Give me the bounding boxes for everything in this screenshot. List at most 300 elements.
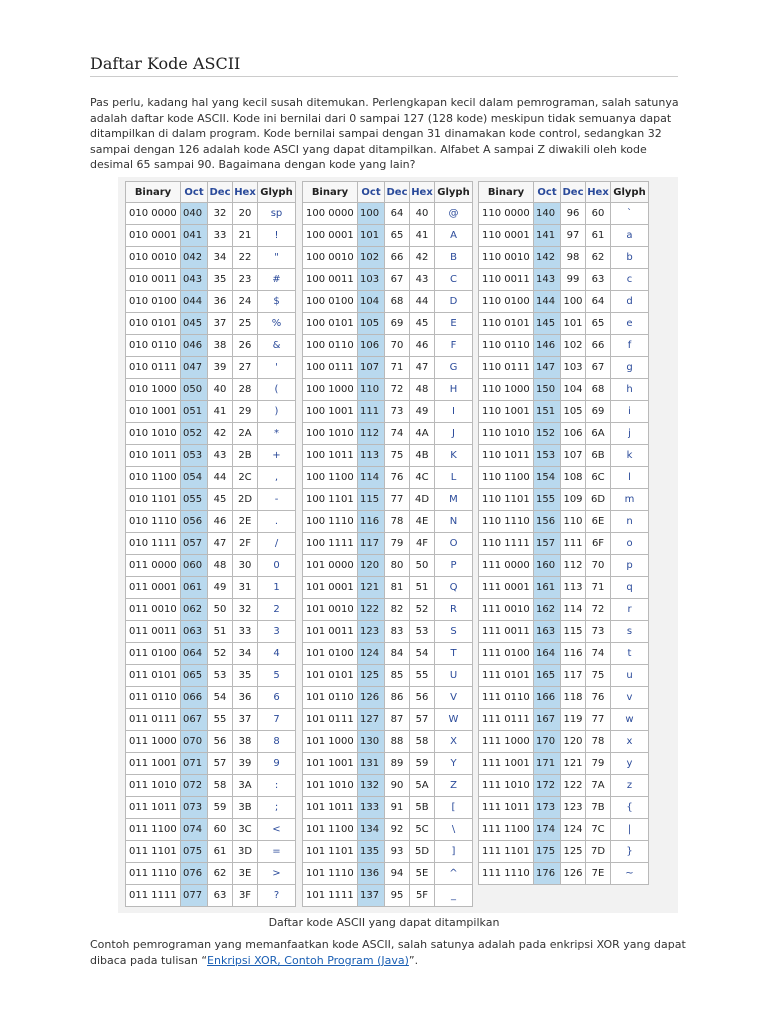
dec-cell: 64 <box>385 203 410 225</box>
hex-cell: 75 <box>586 665 611 687</box>
dec-cell: 61 <box>208 841 233 863</box>
table-row <box>126 445 296 467</box>
hex-cell: 39 <box>233 753 258 775</box>
hex-cell: 6D <box>586 489 611 511</box>
binary-cell: 011 0010 <box>126 599 181 621</box>
table-row <box>126 643 296 665</box>
binary-cell: 110 1010 <box>479 423 534 445</box>
table-row <box>126 687 296 709</box>
table-row <box>126 709 296 731</box>
dec-cell: 40 <box>208 379 233 401</box>
hex-cell: 5C <box>410 819 435 841</box>
oct-cell: 111 <box>358 401 385 423</box>
oct-cell: 073 <box>181 797 208 819</box>
glyph-cell: d <box>611 291 649 313</box>
glyph-cell: ) <box>258 401 296 423</box>
hex-cell: 4B <box>410 445 435 467</box>
oct-cell: 135 <box>358 841 385 863</box>
oct-cell: 175 <box>534 841 561 863</box>
glyph-cell: ? <box>258 885 296 907</box>
glyph-cell: P <box>435 555 473 577</box>
dec-cell: 78 <box>385 511 410 533</box>
hex-cell: 34 <box>233 643 258 665</box>
dec-cell: 58 <box>208 775 233 797</box>
table-row <box>126 731 296 753</box>
table-row <box>303 269 473 291</box>
oct-cell: 102 <box>358 247 385 269</box>
hex-cell: 37 <box>233 709 258 731</box>
binary-cell: 011 1110 <box>126 863 181 885</box>
glyph-cell: c <box>611 269 649 291</box>
binary-cell: 011 1010 <box>126 775 181 797</box>
page-title: Daftar Kode ASCII <box>90 54 241 73</box>
dec-cell: 88 <box>385 731 410 753</box>
glyph-cell: { <box>611 797 649 819</box>
table-row <box>303 599 473 621</box>
hex-cell: 76 <box>586 687 611 709</box>
glyph-cell: V <box>435 687 473 709</box>
oct-cell: 142 <box>534 247 561 269</box>
oct-cell: 160 <box>534 555 561 577</box>
table-header-row <box>303 182 473 203</box>
oct-cell: 066 <box>181 687 208 709</box>
ascii-table-column-3 <box>478 181 649 885</box>
table-row <box>303 643 473 665</box>
oct-cell: 174 <box>534 819 561 841</box>
binary-cell: 110 0101 <box>479 313 534 335</box>
hex-cell: 3F <box>233 885 258 907</box>
glyph-cell: m <box>611 489 649 511</box>
binary-cell: 100 0001 <box>303 225 358 247</box>
outro-paragraph <box>90 937 690 969</box>
glyph-cell: E <box>435 313 473 335</box>
glyph-cell: > <box>258 863 296 885</box>
hex-cell: 73 <box>586 621 611 643</box>
table-row <box>303 423 473 445</box>
binary-cell: 010 1100 <box>126 467 181 489</box>
table-row <box>126 621 296 643</box>
hex-cell: 6E <box>586 511 611 533</box>
table-header-row <box>126 182 296 203</box>
table-row <box>479 819 649 841</box>
hex-cell: 69 <box>586 401 611 423</box>
oct-cell: 103 <box>358 269 385 291</box>
table-row <box>126 401 296 423</box>
oct-cell: 112 <box>358 423 385 445</box>
binary-cell: 100 1101 <box>303 489 358 511</box>
hex-cell: 77 <box>586 709 611 731</box>
dec-cell: 59 <box>208 797 233 819</box>
hex-cell: 2E <box>233 511 258 533</box>
binary-cell: 010 0110 <box>126 335 181 357</box>
dec-cell: 75 <box>385 445 410 467</box>
table-row <box>479 247 649 269</box>
oct-cell: 072 <box>181 775 208 797</box>
dec-cell: 125 <box>561 841 586 863</box>
header-binary: Binary <box>303 182 358 203</box>
oct-cell: 165 <box>534 665 561 687</box>
outro-text-before: Contoh pemrograman yang memanfaatkan kode ASCII, salah satunya adalah pada enkripsi XOR yang dapat dibaca pada tulisan “ <box>90 938 686 967</box>
binary-cell: 110 1001 <box>479 401 534 423</box>
glyph-cell: s <box>611 621 649 643</box>
hex-cell: 40 <box>410 203 435 225</box>
dec-cell: 37 <box>208 313 233 335</box>
glyph-cell: Q <box>435 577 473 599</box>
oct-cell: 071 <box>181 753 208 775</box>
hex-cell: 32 <box>233 599 258 621</box>
oct-cell: 114 <box>358 467 385 489</box>
binary-cell: 100 1001 <box>303 401 358 423</box>
glyph-cell: k <box>611 445 649 467</box>
table-row <box>303 379 473 401</box>
dec-cell: 110 <box>561 511 586 533</box>
dec-cell: 72 <box>385 379 410 401</box>
outro-text-after: ”. <box>408 954 419 967</box>
glyph-cell: r <box>611 599 649 621</box>
oct-cell: 042 <box>181 247 208 269</box>
header-hex: Hex <box>410 182 435 203</box>
dec-cell: 126 <box>561 863 586 885</box>
glyph-cell: M <box>435 489 473 511</box>
binary-cell: 111 1110 <box>479 863 534 885</box>
table-row <box>479 291 649 313</box>
glyph-cell: 9 <box>258 753 296 775</box>
binary-cell: 101 0011 <box>303 621 358 643</box>
table-row <box>479 511 649 533</box>
oct-cell: 057 <box>181 533 208 555</box>
dec-cell: 71 <box>385 357 410 379</box>
hex-cell: 3A <box>233 775 258 797</box>
hex-cell: 24 <box>233 291 258 313</box>
table-row <box>479 687 649 709</box>
table-row <box>479 577 649 599</box>
oct-cell: 113 <box>358 445 385 467</box>
hex-cell: 52 <box>410 599 435 621</box>
dec-cell: 38 <box>208 335 233 357</box>
header-dec: Dec <box>385 182 410 203</box>
hex-cell: 2D <box>233 489 258 511</box>
dec-cell: 87 <box>385 709 410 731</box>
oct-cell: 141 <box>534 225 561 247</box>
binary-cell: 011 1100 <box>126 819 181 841</box>
table-row <box>126 511 296 533</box>
table-row <box>479 203 649 225</box>
glyph-cell: x <box>611 731 649 753</box>
glyph-cell: | <box>611 819 649 841</box>
glyph-cell: 4 <box>258 643 296 665</box>
table-row <box>303 797 473 819</box>
dec-cell: 48 <box>208 555 233 577</box>
binary-cell: 010 1010 <box>126 423 181 445</box>
dec-cell: 51 <box>208 621 233 643</box>
binary-cell: 100 0110 <box>303 335 358 357</box>
hex-cell: 20 <box>233 203 258 225</box>
hex-cell: 43 <box>410 269 435 291</box>
header-oct: Oct <box>358 182 385 203</box>
binary-cell: 111 1100 <box>479 819 534 841</box>
oct-cell: 107 <box>358 357 385 379</box>
table-row <box>126 753 296 775</box>
oct-cell: 136 <box>358 863 385 885</box>
oct-cell: 045 <box>181 313 208 335</box>
binary-cell: 101 1101 <box>303 841 358 863</box>
table-row <box>303 775 473 797</box>
glyph-cell: L <box>435 467 473 489</box>
glyph-cell: ( <box>258 379 296 401</box>
oct-cell: 043 <box>181 269 208 291</box>
table-row <box>126 555 296 577</box>
binary-cell: 110 1100 <box>479 467 534 489</box>
hex-cell: 59 <box>410 753 435 775</box>
oct-cell: 127 <box>358 709 385 731</box>
binary-cell: 110 1110 <box>479 511 534 533</box>
binary-cell: 100 1000 <box>303 379 358 401</box>
hex-cell: 62 <box>586 247 611 269</box>
hex-cell: 7C <box>586 819 611 841</box>
dec-cell: 60 <box>208 819 233 841</box>
header-binary: Binary <box>479 182 534 203</box>
oct-cell: 161 <box>534 577 561 599</box>
hex-cell: 3D <box>233 841 258 863</box>
glyph-cell: R <box>435 599 473 621</box>
hex-cell: 6B <box>586 445 611 467</box>
hex-cell: 53 <box>410 621 435 643</box>
dec-cell: 74 <box>385 423 410 445</box>
oct-cell: 051 <box>181 401 208 423</box>
oct-cell: 146 <box>534 335 561 357</box>
table-row <box>126 665 296 687</box>
binary-cell: 111 0000 <box>479 555 534 577</box>
glyph-cell: h <box>611 379 649 401</box>
table-row <box>479 753 649 775</box>
hex-cell: 70 <box>586 555 611 577</box>
oct-cell: 130 <box>358 731 385 753</box>
binary-cell: 101 0111 <box>303 709 358 731</box>
hex-cell: 35 <box>233 665 258 687</box>
glyph-cell: W <box>435 709 473 731</box>
hex-cell: 28 <box>233 379 258 401</box>
oct-cell: 133 <box>358 797 385 819</box>
table-row <box>479 533 649 555</box>
table-row <box>303 533 473 555</box>
dec-cell: 116 <box>561 643 586 665</box>
glyph-cell: w <box>611 709 649 731</box>
glyph-cell: e <box>611 313 649 335</box>
dec-cell: 66 <box>385 247 410 269</box>
binary-cell: 111 1000 <box>479 731 534 753</box>
hex-cell: 31 <box>233 577 258 599</box>
dec-cell: 73 <box>385 401 410 423</box>
hex-cell: 58 <box>410 731 435 753</box>
dec-cell: 105 <box>561 401 586 423</box>
oct-cell: 041 <box>181 225 208 247</box>
table-row <box>126 291 296 313</box>
table-row <box>303 247 473 269</box>
binary-cell: 101 1110 <box>303 863 358 885</box>
dec-cell: 42 <box>208 423 233 445</box>
glyph-cell: ] <box>435 841 473 863</box>
header-dec: Dec <box>561 182 586 203</box>
dec-cell: 33 <box>208 225 233 247</box>
table-row <box>126 225 296 247</box>
table-row <box>303 291 473 313</box>
dec-cell: 32 <box>208 203 233 225</box>
table-row <box>479 863 649 885</box>
hex-cell: 4D <box>410 489 435 511</box>
oct-cell: 062 <box>181 599 208 621</box>
table-row <box>303 731 473 753</box>
dec-cell: 55 <box>208 709 233 731</box>
binary-cell: 010 0000 <box>126 203 181 225</box>
binary-cell: 010 1101 <box>126 489 181 511</box>
hex-cell: 3B <box>233 797 258 819</box>
binary-cell: 100 0000 <box>303 203 358 225</box>
table-row <box>479 489 649 511</box>
binary-cell: 111 0001 <box>479 577 534 599</box>
table-row <box>479 621 649 643</box>
binary-cell: 010 0001 <box>126 225 181 247</box>
ascii-table-column-2 <box>302 181 473 907</box>
oct-cell: 173 <box>534 797 561 819</box>
binary-cell: 100 1111 <box>303 533 358 555</box>
table-row <box>126 357 296 379</box>
table-row <box>303 203 473 225</box>
glyph-cell: l <box>611 467 649 489</box>
table-row <box>126 335 296 357</box>
dec-cell: 114 <box>561 599 586 621</box>
oct-cell: 070 <box>181 731 208 753</box>
table-row <box>126 313 296 335</box>
binary-cell: 111 1010 <box>479 775 534 797</box>
glyph-cell: ; <box>258 797 296 819</box>
binary-cell: 111 0011 <box>479 621 534 643</box>
dec-cell: 99 <box>561 269 586 291</box>
binary-cell: 101 0000 <box>303 555 358 577</box>
dec-cell: 54 <box>208 687 233 709</box>
oct-cell: 104 <box>358 291 385 313</box>
oct-cell: 145 <box>534 313 561 335</box>
binary-cell: 010 1111 <box>126 533 181 555</box>
binary-cell: 111 0010 <box>479 599 534 621</box>
table-row <box>126 863 296 885</box>
glyph-cell: D <box>435 291 473 313</box>
dec-cell: 39 <box>208 357 233 379</box>
hex-cell: 54 <box>410 643 435 665</box>
oct-cell: 170 <box>534 731 561 753</box>
hex-cell: 44 <box>410 291 435 313</box>
hex-cell: 22 <box>233 247 258 269</box>
glyph-cell: F <box>435 335 473 357</box>
dec-cell: 36 <box>208 291 233 313</box>
oct-cell: 154 <box>534 467 561 489</box>
oct-cell: 067 <box>181 709 208 731</box>
hex-cell: 51 <box>410 577 435 599</box>
dec-cell: 117 <box>561 665 586 687</box>
dec-cell: 81 <box>385 577 410 599</box>
dec-cell: 86 <box>385 687 410 709</box>
binary-cell: 111 1001 <box>479 753 534 775</box>
binary-cell: 110 0011 <box>479 269 534 291</box>
glyph-cell: 0 <box>258 555 296 577</box>
oct-cell: 123 <box>358 621 385 643</box>
table-row <box>303 819 473 841</box>
glyph-cell: \ <box>435 819 473 841</box>
binary-cell: 011 1011 <box>126 797 181 819</box>
table-row <box>479 709 649 731</box>
table-row <box>303 445 473 467</box>
glyph-cell: b <box>611 247 649 269</box>
oct-cell: 131 <box>358 753 385 775</box>
table-row <box>303 665 473 687</box>
dec-cell: 56 <box>208 731 233 753</box>
dec-cell: 67 <box>385 269 410 291</box>
dec-cell: 43 <box>208 445 233 467</box>
dec-cell: 83 <box>385 621 410 643</box>
hex-cell: 2C <box>233 467 258 489</box>
hex-cell: 46 <box>410 335 435 357</box>
hex-cell: 7D <box>586 841 611 863</box>
glyph-cell: 8 <box>258 731 296 753</box>
oct-cell: 065 <box>181 665 208 687</box>
glyph-cell: % <box>258 313 296 335</box>
oct-cell: 046 <box>181 335 208 357</box>
glyph-cell: ' <box>258 357 296 379</box>
binary-cell: 011 1000 <box>126 731 181 753</box>
glyph-cell: . <box>258 511 296 533</box>
hex-cell: 38 <box>233 731 258 753</box>
hex-cell: 6F <box>586 533 611 555</box>
ascii-table-column-1 <box>125 181 296 907</box>
binary-cell: 110 0001 <box>479 225 534 247</box>
dec-cell: 122 <box>561 775 586 797</box>
dec-cell: 121 <box>561 753 586 775</box>
dec-cell: 82 <box>385 599 410 621</box>
glyph-cell: $ <box>258 291 296 313</box>
binary-cell: 111 1011 <box>479 797 534 819</box>
oct-cell: 040 <box>181 203 208 225</box>
hex-cell: 78 <box>586 731 611 753</box>
header-dec: Dec <box>208 182 233 203</box>
binary-cell: 010 1011 <box>126 445 181 467</box>
oct-cell: 100 <box>358 203 385 225</box>
dec-cell: 106 <box>561 423 586 445</box>
table-row <box>303 313 473 335</box>
article-link[interactable]: Enkripsi XOR, Contoh Program (Java) <box>207 954 409 967</box>
dec-cell: 108 <box>561 467 586 489</box>
dec-cell: 68 <box>385 291 410 313</box>
oct-cell: 053 <box>181 445 208 467</box>
hex-cell: 21 <box>233 225 258 247</box>
glyph-cell: } <box>611 841 649 863</box>
dec-cell: 92 <box>385 819 410 841</box>
binary-cell: 011 0011 <box>126 621 181 643</box>
dec-cell: 93 <box>385 841 410 863</box>
hex-cell: 27 <box>233 357 258 379</box>
binary-cell: 011 0100 <box>126 643 181 665</box>
header-hex: Hex <box>586 182 611 203</box>
glyph-cell: 5 <box>258 665 296 687</box>
hex-cell: 36 <box>233 687 258 709</box>
table-row <box>126 599 296 621</box>
header-oct: Oct <box>181 182 208 203</box>
glyph-cell: a <box>611 225 649 247</box>
oct-cell: 063 <box>181 621 208 643</box>
table-row <box>479 797 649 819</box>
hex-cell: 26 <box>233 335 258 357</box>
hex-cell: 74 <box>586 643 611 665</box>
hex-cell: 23 <box>233 269 258 291</box>
table-row <box>126 203 296 225</box>
